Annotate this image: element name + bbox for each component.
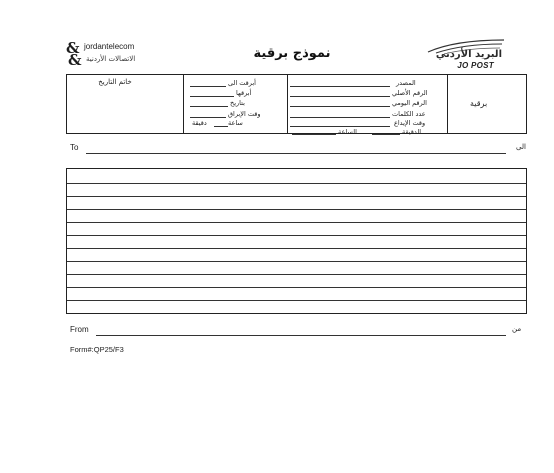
to-label-ar: الى <box>516 143 526 151</box>
message-line <box>67 248 526 249</box>
column-divider <box>447 75 448 133</box>
to-label: To <box>70 143 79 152</box>
sent-by-label: أبرقها <box>236 89 252 97</box>
hour-label: ساعة <box>228 119 243 127</box>
hour-label: الساعة <box>338 128 357 136</box>
sent-to-label: أبرقت الى <box>228 79 256 87</box>
form-title: نموذج برقية <box>253 46 331 61</box>
sent-by-field[interactable] <box>190 96 234 97</box>
original-number-label: الرقم الأصلي <box>392 89 428 97</box>
source-label: المصدر <box>396 79 416 87</box>
ampersand-logo-icon: & <box>66 39 80 57</box>
jordantelecom-name-ar: الاتصالات الأردنية <box>86 55 136 63</box>
minute-field[interactable] <box>214 126 228 127</box>
from-field[interactable] <box>96 335 506 336</box>
word-count-label: عدد الكلمات <box>392 110 426 118</box>
message-body[interactable] <box>66 168 527 314</box>
sent-time-label: وقت الإبراق <box>228 110 261 118</box>
telegram-label: برقية <box>470 99 488 108</box>
sent-time-field[interactable] <box>190 117 226 118</box>
deposit-time-field[interactable] <box>290 126 390 127</box>
daily-number-field[interactable] <box>290 106 390 107</box>
daily-number-label: الرقم اليومي <box>392 99 427 107</box>
column-divider <box>183 75 184 133</box>
date-stamp-label: خاتم التاريخ <box>98 78 132 86</box>
minute-label: الدقيقة <box>402 128 422 136</box>
to-field[interactable] <box>86 153 506 154</box>
minute-label: دقيقة <box>192 119 207 127</box>
message-line <box>67 183 526 184</box>
from-label: From <box>70 325 89 334</box>
jopost-name-ar: البريد الأردني <box>435 49 502 60</box>
deposit-time-label: وقت الإيداع <box>394 119 426 127</box>
jopost-logo <box>420 38 506 70</box>
message-line <box>67 196 526 197</box>
word-count-field[interactable] <box>290 117 390 118</box>
jordantelecom-name-en: jordantelecom <box>84 42 135 51</box>
message-line <box>67 261 526 262</box>
original-number-field[interactable] <box>290 96 390 97</box>
sent-date-label: بتاريخ <box>230 99 245 107</box>
origin-minute-field[interactable] <box>372 134 400 135</box>
message-line <box>67 274 526 275</box>
source-field[interactable] <box>290 86 390 87</box>
from-label-ar: من <box>512 325 522 333</box>
origin-hour-field[interactable] <box>292 134 336 135</box>
message-line <box>67 222 526 223</box>
message-line <box>67 209 526 210</box>
column-divider <box>287 75 288 133</box>
jordantelecom-logo <box>66 41 170 67</box>
sent-date-field[interactable] <box>190 106 228 107</box>
sent-to-field[interactable] <box>190 86 226 87</box>
message-line <box>67 235 526 236</box>
ampersand-logo-icon: & <box>68 51 82 69</box>
message-line <box>67 287 526 288</box>
form-number: Form#:QP25/F3 <box>70 345 124 354</box>
message-line <box>67 300 526 301</box>
jopost-name-en: JO POST <box>457 61 494 70</box>
